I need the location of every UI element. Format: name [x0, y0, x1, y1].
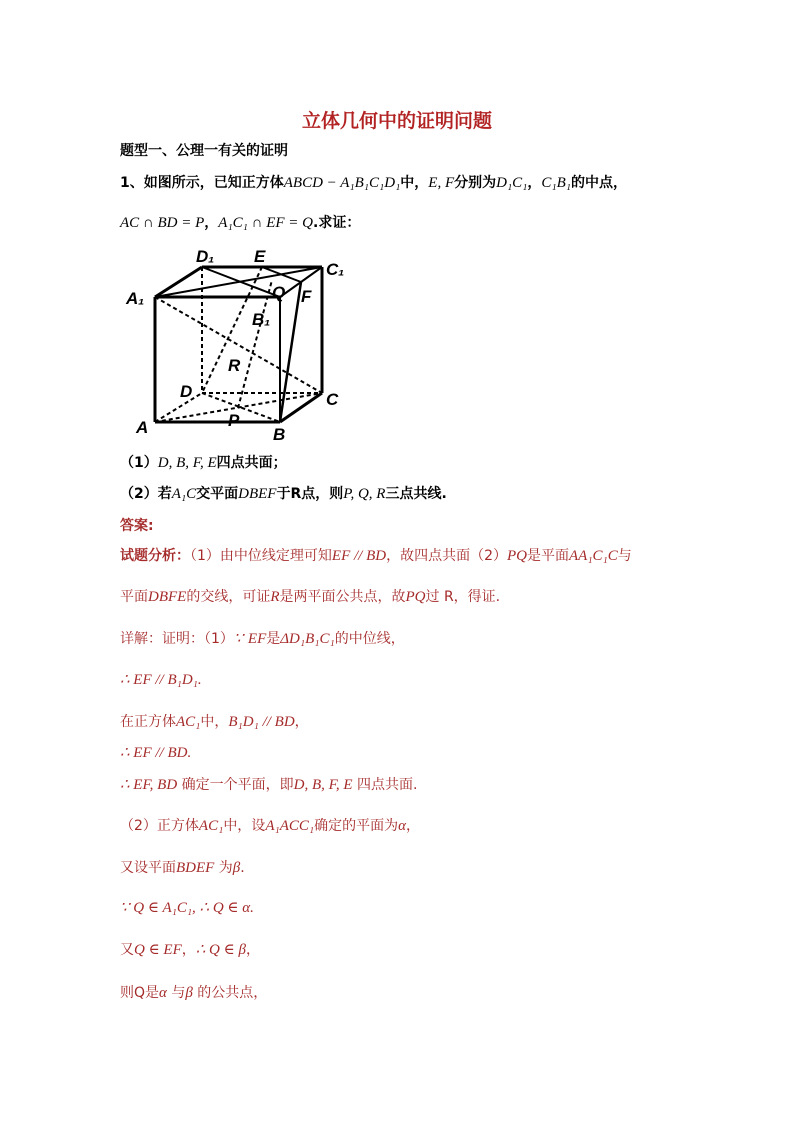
because-symbol: ∵	[233, 631, 244, 647]
plane-aa1c1c: AA₁C₁C	[569, 548, 618, 564]
analysis-text: 的交线，可证	[186, 589, 271, 605]
detail-line-1	[120, 628, 405, 648]
analysis-text: 平面	[120, 589, 148, 605]
detail-text: 又设平面	[120, 860, 176, 876]
symbol-beta: β	[232, 860, 241, 876]
plane-bdef: BDEF	[176, 860, 215, 876]
problem-text: 1、如图所示，已知正方体	[120, 175, 284, 191]
detail-text: 四点共面.	[356, 777, 418, 793]
problem-statement	[120, 172, 627, 192]
detail-line-10	[120, 982, 267, 1002]
detail-text: 确定一个平面，即	[181, 777, 294, 793]
expr-pq: PQ	[507, 548, 527, 564]
label-d: D	[180, 382, 193, 401]
detail-text: 中，	[200, 714, 229, 730]
analysis-line-2	[120, 586, 500, 606]
detail-line-7	[120, 857, 245, 877]
question-2	[120, 483, 447, 503]
label-r: R	[228, 356, 241, 375]
detail-text: （2）正方体	[120, 818, 199, 834]
condition-q: A₁C₁ ∩ EF = Q	[218, 215, 313, 231]
detail-text: 中，设	[223, 818, 266, 834]
plane-dbfe: DBFE	[148, 589, 187, 605]
label-c: C	[326, 390, 339, 409]
problem-text: ，	[204, 215, 219, 231]
analysis-text: 过 R，得证.	[425, 589, 501, 605]
detail-text: .	[240, 860, 245, 876]
section-heading: 题型一、公理一有关的证明	[120, 143, 288, 159]
problem-text: 分别为	[454, 175, 497, 191]
detail-line-2: ∴ EF // B₁D₁.	[120, 672, 202, 688]
detail-text: 在正方体	[120, 714, 176, 730]
points-dbfe: D, B, F, E	[157, 455, 217, 471]
expr-q-in-beta: ∴ Q ∈ β	[195, 942, 246, 958]
analysis-text: （1）由中位线定理可知	[190, 548, 332, 564]
problem-conditions	[120, 212, 360, 232]
expr-parallel: B₁D₁ // BD	[228, 714, 295, 730]
detail-line-4: ∴ EF // BD.	[120, 745, 192, 761]
label-p: P	[228, 411, 240, 430]
detail-text: 又	[120, 942, 134, 958]
detail-text: ，	[181, 942, 196, 958]
cube-name: ABCD − A₁B₁C₁D₁	[283, 175, 401, 191]
label-q: Q	[272, 283, 286, 302]
symbol-alpha: α	[398, 818, 406, 834]
cube-ac1: AC₁	[176, 714, 201, 730]
points-ef: E, F	[428, 175, 455, 191]
expr-ef-bd: EF // BD	[331, 548, 387, 564]
expr-q-in-ef: Q ∈ EF	[134, 942, 182, 958]
detail-text: 的公共点，	[197, 985, 268, 1001]
symbol-alpha: α	[159, 985, 167, 1001]
plane-a1acc1: A₁ACC₁	[265, 818, 315, 834]
problem-text: .求证：	[313, 215, 361, 231]
segment-d1c1: D₁C₁	[496, 175, 528, 191]
analysis-label: 试题分析：	[120, 548, 190, 564]
analysis-line-1	[120, 545, 632, 565]
question-text: 交平面	[196, 486, 239, 502]
question-text: 四点共面；	[216, 455, 287, 471]
plane-dbef: DBEF	[238, 486, 277, 502]
label-b: B	[273, 425, 286, 444]
detail-text: ，	[245, 942, 260, 958]
label-c1: C₁	[326, 260, 345, 279]
detail-text: 与	[171, 985, 186, 1001]
detail-text: 则Q是	[120, 985, 160, 1001]
points-dbfe: D, B, F, E	[293, 777, 353, 793]
question-text: 于R点，则	[276, 486, 344, 502]
page-title: 立体几何中的证明问题	[301, 110, 492, 132]
detail-line-6	[120, 815, 420, 835]
detail-text: 为	[218, 860, 233, 876]
detail-text: 确定的平面为	[314, 818, 399, 834]
condition-p: AC ∩ BD = P	[120, 215, 205, 231]
cube-ac1: AC₁	[198, 818, 224, 834]
detail-line-9	[120, 939, 260, 959]
problem-text: 的中点，	[571, 175, 628, 191]
detail-text: 的中位线，	[334, 631, 405, 647]
label-a: A	[136, 418, 149, 437]
point-r: R	[270, 589, 280, 605]
segment-a1c: A₁C	[171, 486, 197, 502]
answer-label: 答案:	[120, 518, 154, 534]
label-b1: B₁	[252, 310, 271, 329]
analysis-text: 与	[617, 548, 632, 564]
detail-text: 详解：证明：（1）	[120, 631, 234, 647]
detail-text: 是	[266, 631, 281, 647]
label-f: F	[301, 287, 312, 306]
symbol-beta: β	[185, 985, 193, 1001]
expr-ef-bd: ∴ EF, BD	[120, 777, 178, 793]
analysis-text: 是两平面公共点，故	[279, 589, 406, 605]
detail-line-8: ∵ Q ∈ A₁C₁, ∴ Q ∈ α.	[120, 900, 254, 916]
label-d1: D₁	[196, 247, 215, 266]
label-e: E	[254, 247, 266, 266]
problem-text: ，	[527, 175, 542, 191]
points-pqr: P, Q, R	[343, 486, 386, 502]
expr-ef: EF	[247, 631, 267, 647]
question-number: （1）	[120, 455, 158, 471]
question-1	[120, 452, 287, 472]
detail-text: ，	[294, 714, 309, 730]
expr-pq: PQ	[405, 589, 426, 605]
detail-line-3	[120, 711, 309, 731]
detail-text: ，	[405, 818, 420, 834]
segment-c1b1: C₁B₁	[541, 175, 572, 191]
analysis-text: 是平面	[527, 548, 569, 564]
cube-figure	[120, 240, 360, 445]
question-text: 三点共线.	[385, 486, 447, 502]
question-number: （2）若	[120, 486, 172, 502]
analysis-text: ，故四点共面（2）	[386, 548, 507, 564]
detail-line-5	[120, 774, 417, 794]
triangle-d1b1c1: ΔD₁B₁C₁	[280, 631, 335, 647]
label-a1: A₁	[126, 289, 145, 308]
problem-text: 中，	[400, 175, 429, 191]
